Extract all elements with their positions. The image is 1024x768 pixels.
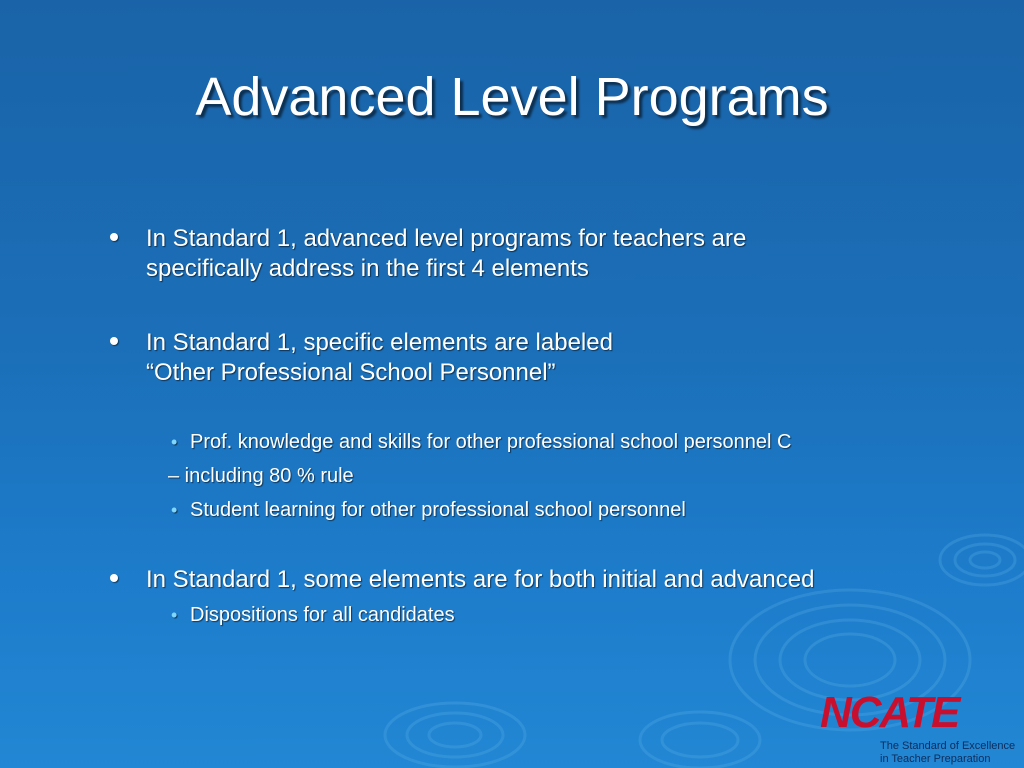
bullet-item [146,224,986,284]
sub-bullet-continuation: – including 80 % rule [168,465,354,487]
bullet-text: “Other Professional School Personnel” [146,359,556,386]
bullet-dot-icon [110,337,118,345]
ncate-logo-wordmark: NCATE [820,688,959,737]
sub-bullet-item [171,602,990,628]
sub-bullet-marker-icon: • [171,605,178,625]
bullet-item [146,565,986,595]
bullet-dot-icon [110,574,118,582]
bullet-text: In Standard 1, specific elements are labeled [146,329,613,356]
bullet-item [146,328,986,388]
sub-bullet-text: Student learning for other professional school personnel [190,499,686,521]
ncate-logo [820,690,1020,768]
bullet-text: In Standard 1, advanced level programs for teachers are [146,225,747,252]
sub-bullet-item [171,429,990,455]
bullet-dot-icon [110,233,118,241]
sub-bullet-marker-icon: • [171,432,178,452]
sub-bullet-item [171,497,990,523]
sub-bullet-text: Prof. knowledge and skills for other professional school personnel C [190,431,792,453]
slide-title: Advanced Level Programs [195,67,829,127]
bullet-text: In Standard 1, some elements are for both initial and advanced [146,566,815,593]
sub-bullet-text: Dispositions for all candidates [190,604,455,626]
bullet-text: specifically address in the first 4 elements [146,255,589,282]
sub-bullet-marker-icon: • [171,500,178,520]
ncate-logo-tagline: The Standard of Excellence in Teacher Preparation [880,740,1016,765]
